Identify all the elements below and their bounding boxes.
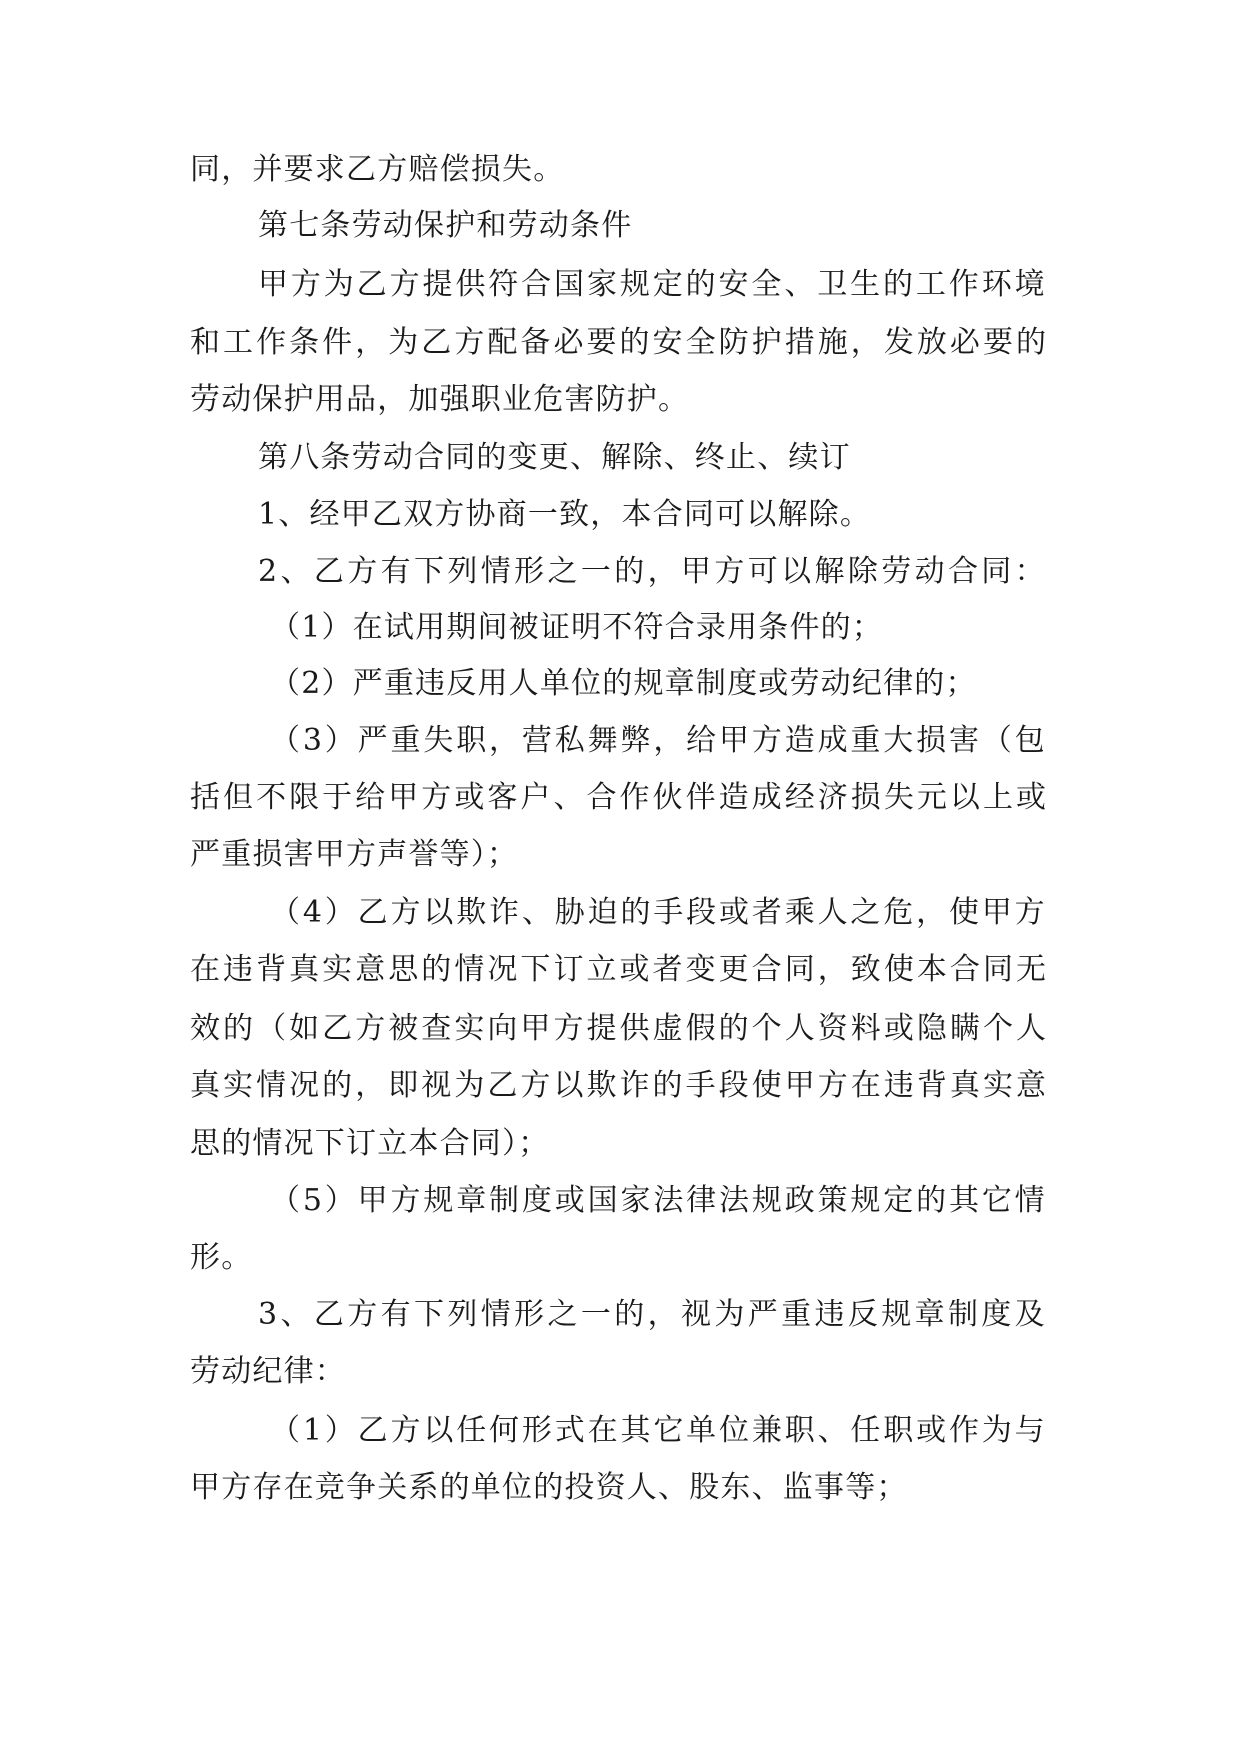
text-line-13: 严重损害甲方声誉等）；	[190, 837, 519, 872]
text-line-15: 在违背真实意思的情况下订立或者变更合同，致使本合同无	[190, 952, 1050, 987]
article-7-heading: 第七条劳动保护和劳动条件	[258, 208, 633, 243]
clause-2-item-3: （3）严重失职，营私舞弊，给甲方造成重大损害（包	[270, 723, 1048, 758]
clause-2-item-2: （2）严重违反用人单位的规章制度或劳动纪律的；	[270, 666, 977, 701]
clause-2-item-4: （4）乙方以欺诈、胁迫的手段或者乘人之危，使甲方	[270, 895, 1048, 930]
clause-3-item-1: （1）乙方以任何形式在其它单位兼职、任职或作为与	[270, 1413, 1048, 1448]
text-line-12: 括但不限于给甲方或客户、合作伙伴造成经济损失元以上或	[190, 780, 1050, 815]
text-line-18: 思的情况下订立本合同）；	[190, 1126, 550, 1161]
clause-3: 3、乙方有下列情形之一的，视为严重违反规章制度及	[258, 1297, 1049, 1332]
clause-1: 1、经甲乙双方协商一致，本合同可以解除。	[258, 497, 872, 532]
text-line-16: 效的（如乙方被查实向甲方提供虚假的个人资料或隐瞒个人	[190, 1011, 1050, 1046]
text-line-22: 劳动纪律：	[190, 1354, 346, 1389]
text-line-17: 真实情况的，即视为乙方以欺诈的手段使甲方在违背真实意	[190, 1068, 1050, 1103]
clause-2-item-1: （1）在试用期间被证明不符合录用条件的；	[270, 610, 884, 645]
text-line-5: 劳动保护用品，加强职业危害防护。	[190, 382, 690, 417]
text-line-24: 甲方存在竞争关系的单位的投资人、股东、监事等；	[190, 1470, 908, 1505]
text-line-20: 形。	[190, 1240, 253, 1275]
clause-2-item-5: （5）甲方规章制度或国家法律法规政策规定的其它情	[270, 1183, 1048, 1218]
article-8-heading: 第八条劳动合同的变更、解除、终止、续订	[258, 440, 851, 475]
text-line-4: 和工作条件，为乙方配备必要的安全防护措施，发放必要的	[190, 325, 1050, 360]
clause-2: 2、乙方有下列情形之一的，甲方可以解除劳动合同：	[258, 554, 1049, 589]
text-line-1: 同，并要求乙方赔偿损失。	[190, 152, 565, 187]
text-line-3: 甲方为乙方提供符合国家规定的安全、卫生的工作环境	[258, 267, 1048, 302]
